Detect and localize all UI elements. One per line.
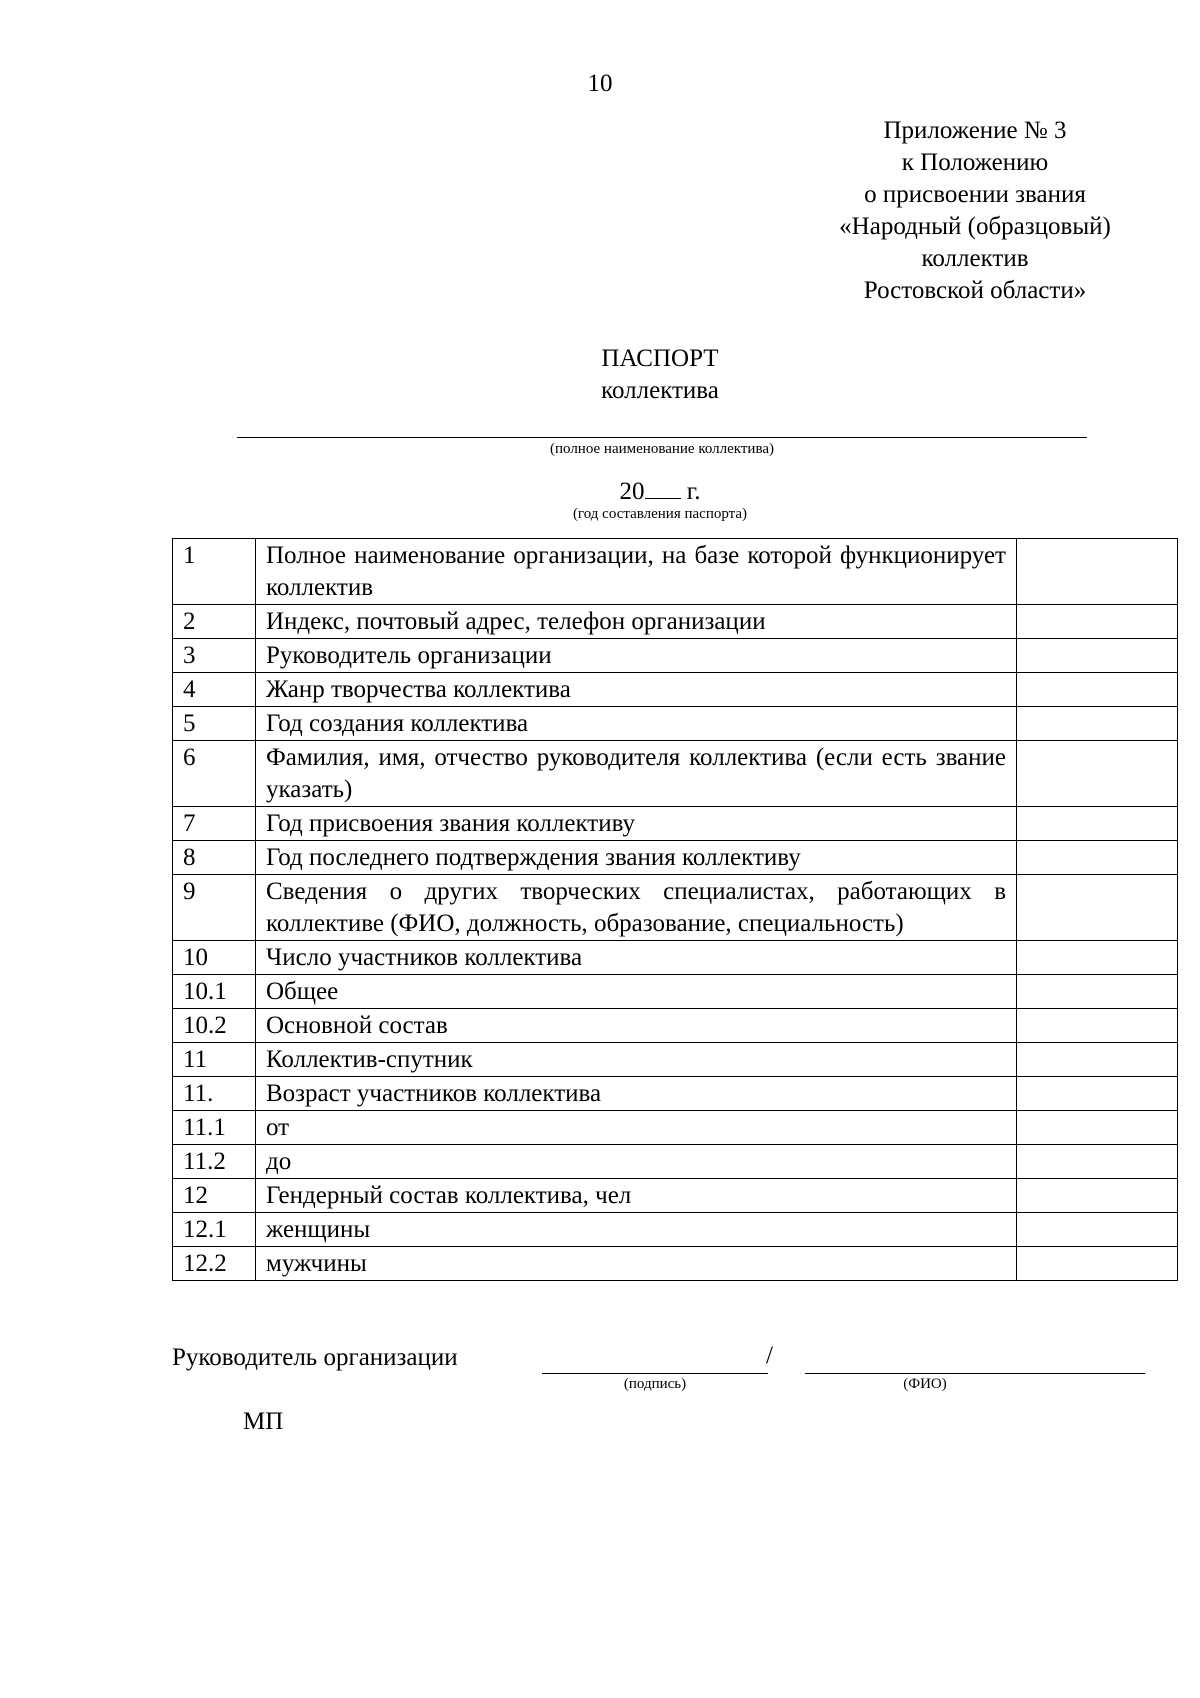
row-value-field[interactable] xyxy=(1017,875,1178,941)
row-description: Полное наименование организации, на базе которой функционирует коллектив xyxy=(256,539,1017,605)
row-description: Год создания коллектива xyxy=(256,707,1017,741)
row-description: Фамилия, имя, отчество руководителя коллектива (если есть звание указать) xyxy=(256,741,1017,807)
row-description: Год последнего подтверждения звания коллективу xyxy=(256,841,1017,875)
row-description: Возраст участников коллектива xyxy=(256,1077,1017,1111)
row-number: 1 xyxy=(173,539,256,605)
table-row xyxy=(173,639,1178,673)
document-title xyxy=(0,343,1200,407)
row-description: Год присвоения звания коллективу xyxy=(256,807,1017,841)
signature-caption: (подпись) xyxy=(623,1376,687,1392)
row-description: Индекс, почтовый адрес, телефон организации xyxy=(256,605,1017,639)
collective-name-caption: (полное наименование коллектива) xyxy=(550,441,774,457)
page-number: 10 xyxy=(587,70,613,97)
row-description: до xyxy=(256,1145,1017,1179)
table-row xyxy=(173,875,1178,941)
row-description: Жанр творчества коллектива xyxy=(256,673,1017,707)
row-description: Коллектив-спутник xyxy=(256,1043,1017,1077)
row-number: 6 xyxy=(173,741,256,807)
row-value-field[interactable] xyxy=(1017,539,1178,605)
row-value-field[interactable] xyxy=(1017,673,1178,707)
collective-name-field[interactable] xyxy=(237,437,1087,438)
row-value-field[interactable] xyxy=(1017,1043,1178,1077)
row-description: от xyxy=(256,1111,1017,1145)
row-number: 2 xyxy=(173,605,256,639)
row-value-field[interactable] xyxy=(1017,1213,1178,1247)
table-row xyxy=(173,1043,1178,1077)
row-description: Гендерный состав коллектива, чел xyxy=(256,1179,1017,1213)
row-number: 11 xyxy=(173,1043,256,1077)
row-value-field[interactable] xyxy=(1017,605,1178,639)
year-caption: (год составления паспорта) xyxy=(572,506,748,522)
row-description: Число участников коллектива xyxy=(256,941,1017,975)
row-value-field[interactable] xyxy=(1017,1145,1178,1179)
table-row xyxy=(173,1247,1178,1281)
table-row xyxy=(173,975,1178,1009)
row-number: 11.2 xyxy=(173,1145,256,1179)
table-row xyxy=(173,605,1178,639)
table-row xyxy=(173,707,1178,741)
row-value-field[interactable] xyxy=(1017,841,1178,875)
row-value-field[interactable] xyxy=(1017,707,1178,741)
table-row xyxy=(173,741,1178,807)
appendix-line: Приложение № 3 xyxy=(883,117,1067,144)
fio-caption: (ФИО) xyxy=(903,1376,947,1392)
table-row xyxy=(173,941,1178,975)
table-row xyxy=(173,673,1178,707)
appendix-line: о присвоении звания xyxy=(864,181,1086,208)
appendix-line: Ростовской области» xyxy=(863,277,1087,304)
row-description: мужчины xyxy=(256,1247,1017,1281)
title-main: ПАСПОРТ xyxy=(601,345,719,372)
appendix-line: коллектив xyxy=(921,245,1029,272)
row-value-field[interactable] xyxy=(1017,1009,1178,1043)
row-number: 10.2 xyxy=(173,1009,256,1043)
signature-label: Руководитель организации xyxy=(172,1344,458,1371)
passport-table xyxy=(172,538,1178,1281)
row-number: 12 xyxy=(173,1179,256,1213)
row-description: Сведения о других творческих специалистах, работающих в коллективе (ФИО, должность, образование, специальность) xyxy=(256,875,1017,941)
table-row xyxy=(173,1179,1178,1213)
row-description: женщины xyxy=(256,1213,1017,1247)
row-value-field[interactable] xyxy=(1017,1077,1178,1111)
signature-separator: / xyxy=(766,1342,773,1369)
row-value-field[interactable] xyxy=(1017,1111,1178,1145)
row-value-field[interactable] xyxy=(1017,975,1178,1009)
row-value-field[interactable] xyxy=(1017,1247,1178,1281)
row-number: 12.1 xyxy=(173,1213,256,1247)
row-number: 11.1 xyxy=(173,1111,256,1145)
row-description: Руководитель организации xyxy=(256,639,1017,673)
row-value-field[interactable] xyxy=(1017,741,1178,807)
year-suffix: г. xyxy=(686,478,701,505)
row-number: 9 xyxy=(173,875,256,941)
appendix-line: «Народный (образцовый) xyxy=(839,213,1111,240)
row-value-field[interactable] xyxy=(1017,807,1178,841)
signature-field[interactable] xyxy=(542,1373,768,1374)
appendix-line: к Положению xyxy=(901,149,1049,176)
row-description: Основной состав xyxy=(256,1009,1017,1043)
title-sub: коллектива xyxy=(601,377,719,404)
row-number: 7 xyxy=(173,807,256,841)
row-number: 12.2 xyxy=(173,1247,256,1281)
table-row xyxy=(173,841,1178,875)
row-number: 8 xyxy=(173,841,256,875)
row-number: 10 xyxy=(173,941,256,975)
row-value-field[interactable] xyxy=(1017,941,1178,975)
year-prefix: 20 xyxy=(619,478,645,505)
appendix-header xyxy=(790,115,1160,307)
table-row xyxy=(173,539,1178,605)
table-row xyxy=(173,1111,1178,1145)
year-field[interactable] xyxy=(645,476,681,499)
fio-field[interactable] xyxy=(805,1373,1145,1374)
table-row xyxy=(173,1077,1178,1111)
table-row xyxy=(173,1009,1178,1043)
row-number: 3 xyxy=(173,639,256,673)
row-number: 11. xyxy=(173,1077,256,1111)
stamp-placeholder: МП xyxy=(243,1408,284,1435)
row-number: 5 xyxy=(173,707,256,741)
table-row xyxy=(173,807,1178,841)
row-value-field[interactable] xyxy=(1017,1179,1178,1213)
row-number: 10.1 xyxy=(173,975,256,1009)
row-number: 4 xyxy=(173,673,256,707)
row-value-field[interactable] xyxy=(1017,639,1178,673)
table-row xyxy=(173,1213,1178,1247)
table-row xyxy=(173,1145,1178,1179)
row-description: Общее xyxy=(256,975,1017,1009)
year-line xyxy=(0,476,1200,506)
